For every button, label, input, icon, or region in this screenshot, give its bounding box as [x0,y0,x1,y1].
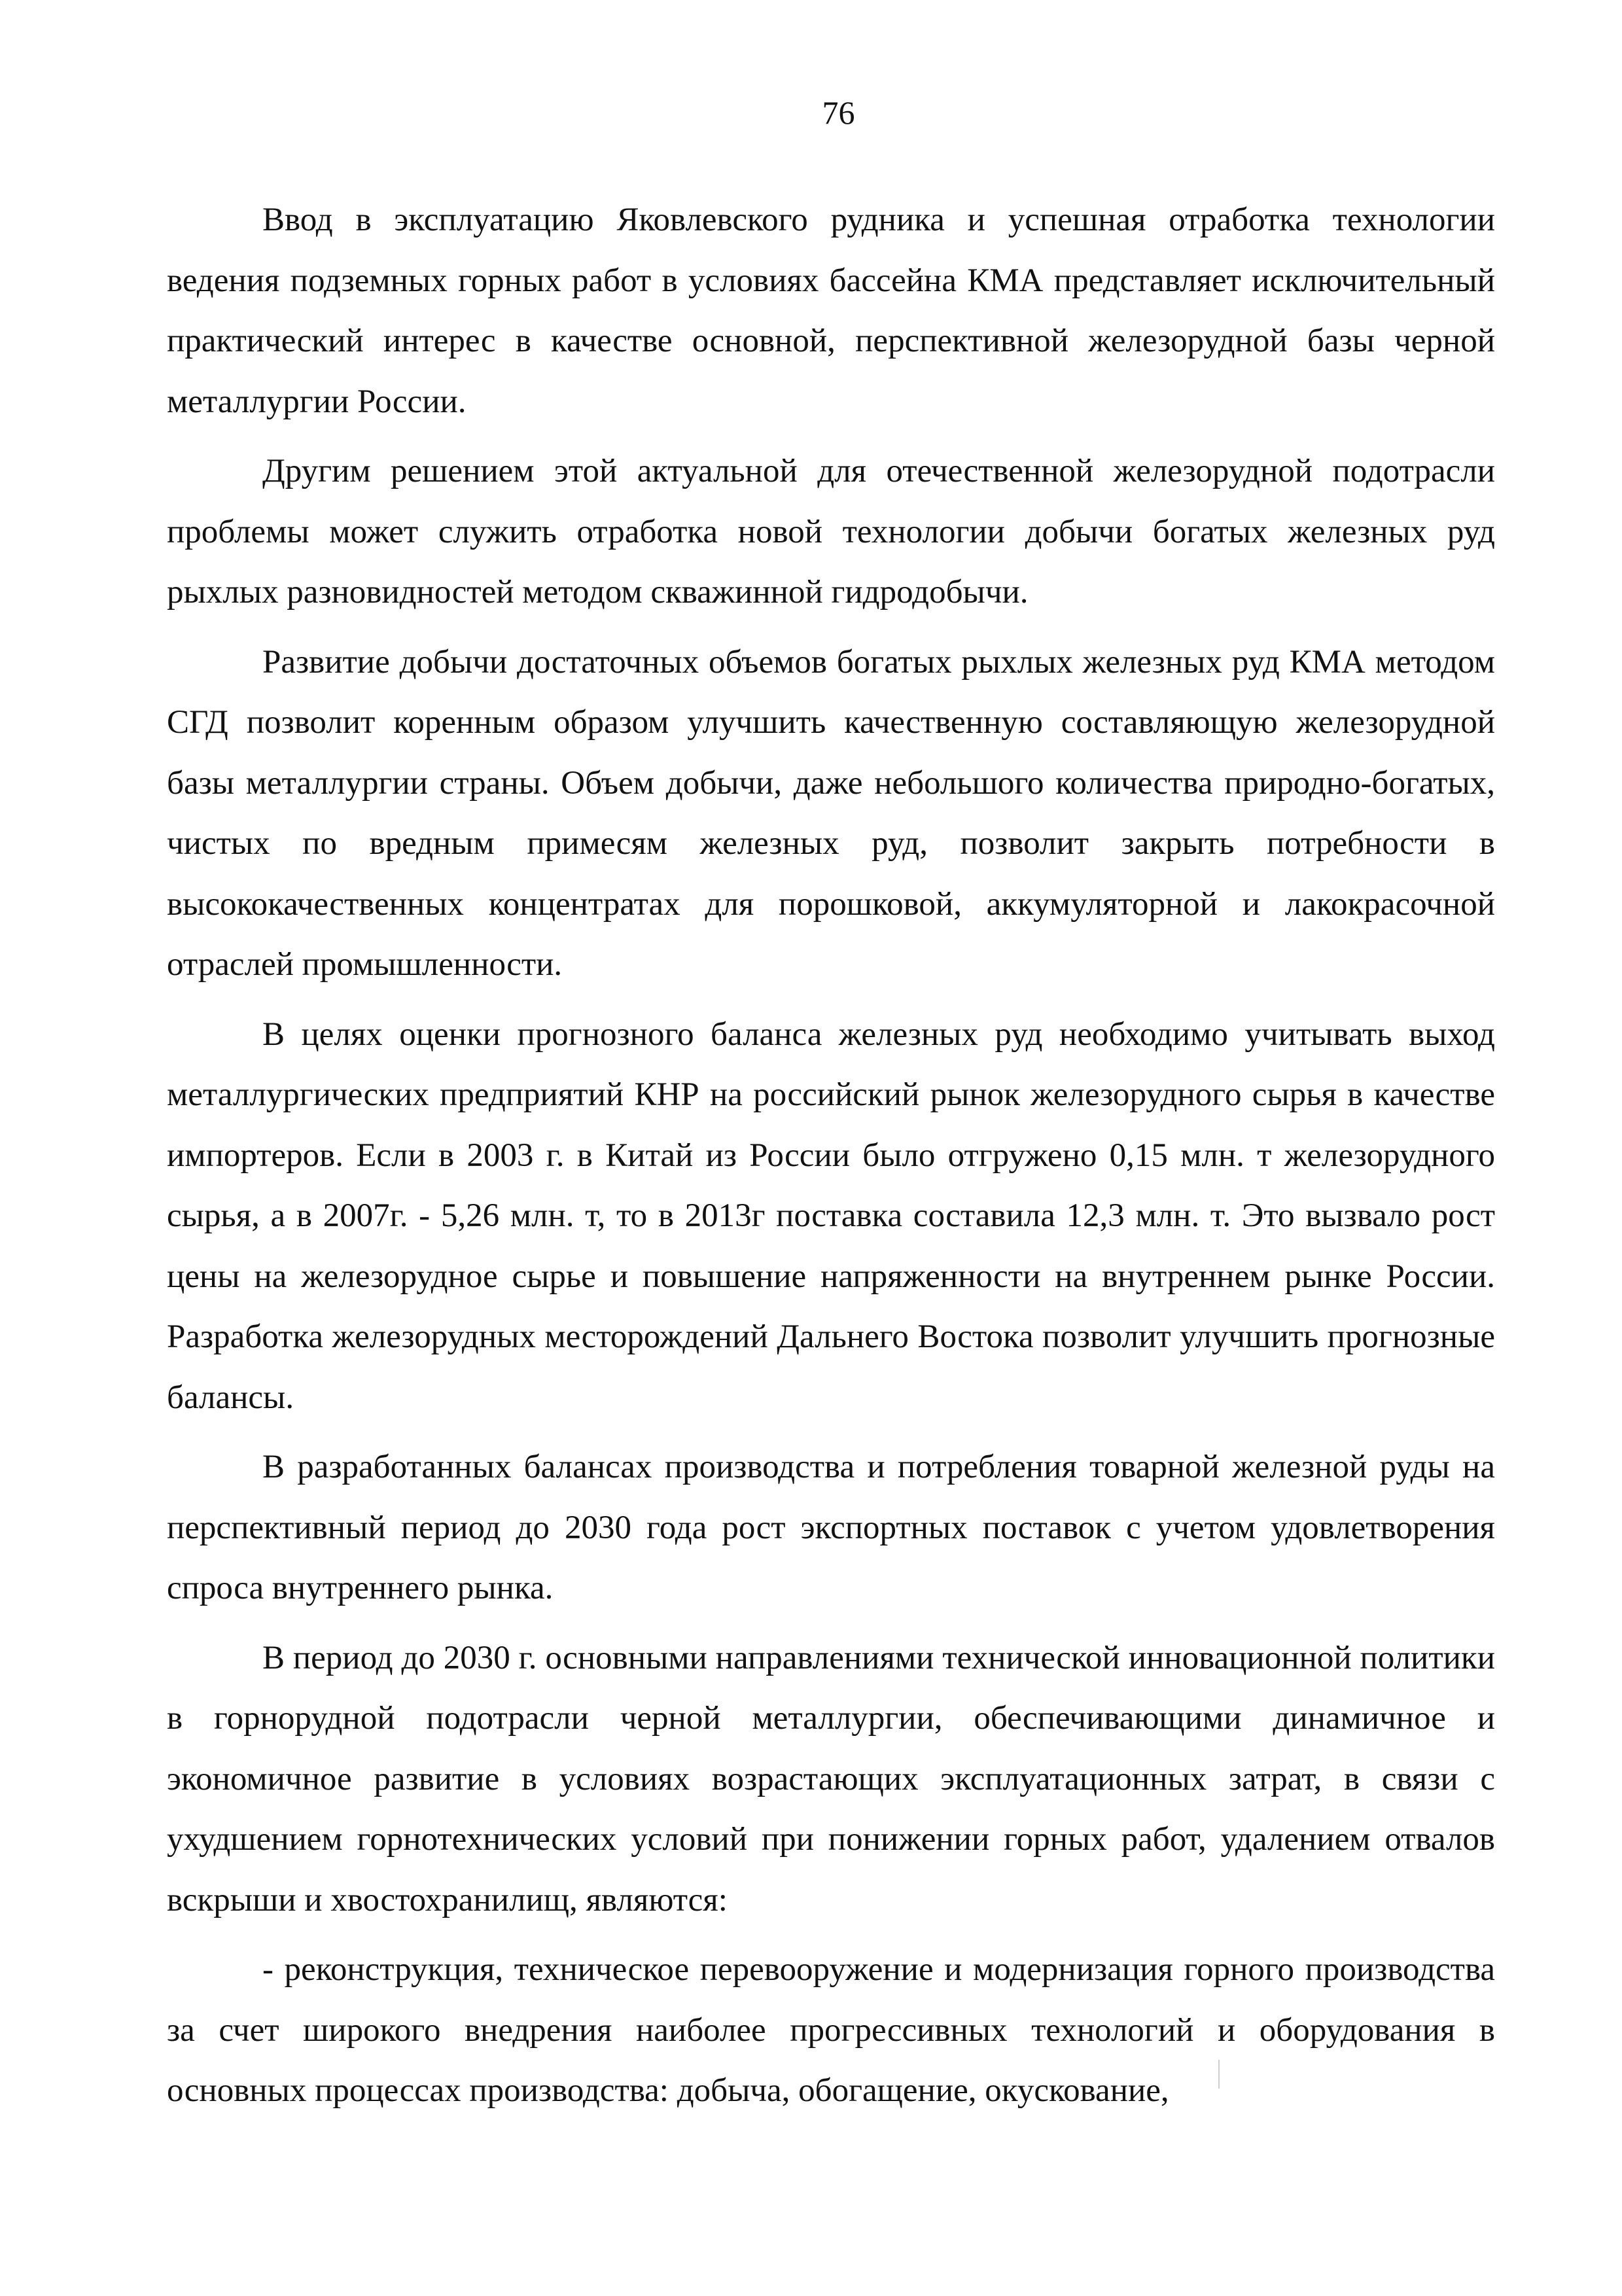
paragraph-kma-development: Развитие добычи достаточных объемов богатых рыхлых железных руд КМА методом СГД позволит коренным образом улучшить качественную составляющую железорудной базы металлургии страны. Объем добычи, даже небольшого количества природно-богатых, чистых по вредным примесям железных руд, позволит закрыть потребности в высококачественных концентратах для порошковой, аккумуляторной и лакокрасочной отраслей промышленности. [167,643,1495,983]
body-text [167,190,1495,2130]
paragraph-china-import: В целях оценки прогнозного баланса железных руд необходимо учитывать выход металлургических предприятий КНР на российский рынок железорудного сырья в качестве импортеров. Если в 2003 г. в Китай из России было отгружено 0,15 млн. т железорудного сырья, а в 2007г. - 5,26 млн. т, то в 2013г поставка составила 12,3 млн. т. Это вызвало рост цены на железорудное сырье и повышение напряженности на внутреннем рынке России. Разработка железорудных месторождений Дальнего Востока позволит улучшить прогнозные балансы. [167,1016,1495,1416]
paragraph-balance-2030: В разработанных балансах производства и потребления товарной железной руды на перспективный период до 2030 года рост экспортных поставок с учетом удовлетворения спроса внутреннего рынка. [167,1449,1495,1606]
page-number: 76 [822,94,855,131]
paragraph-borehole-hydromining: Другим решением этой актуальной для отечественной железорудной подотрасли проблемы может служить отработка новой технологии добычи богатых железных руд рыхлых разновидностей методом скважинной гидродобычи. [167,453,1495,610]
paragraph-yakovlevsky-mine: Ввод в эксплуатацию Яковлевского рудника и успешная отработка технологии ведения подземных горных работ в условиях бассейна КМА представляет исключительный практический интерес в качестве основной, перспективной железорудной базы черной металлургии России. [167,202,1495,420]
paragraph-innovation-policy: В период до 2030 г. основными направлениями технической инновационной политики в горнорудной подотрасли черной металлургии, обеспечивающими динамичное и экономичное развитие в условиях возрастающих эксплуатационных затрат, в связи с ухудшением горнотехнических условий при понижении горных работ, удалением отвалов вскрыши и хвостохранилищ, являются: [167,1639,1495,1918]
list-item-reconstruction: - реконструкция, техническое перевооружение и модернизация горного производства за счет широкого внедрения наиболее прогрессивных технологий и оборудования в основных процессах производства: добыча, обогащение, окускование, [167,1951,1495,2109]
scan-artifact-line [1218,2060,1220,2089]
